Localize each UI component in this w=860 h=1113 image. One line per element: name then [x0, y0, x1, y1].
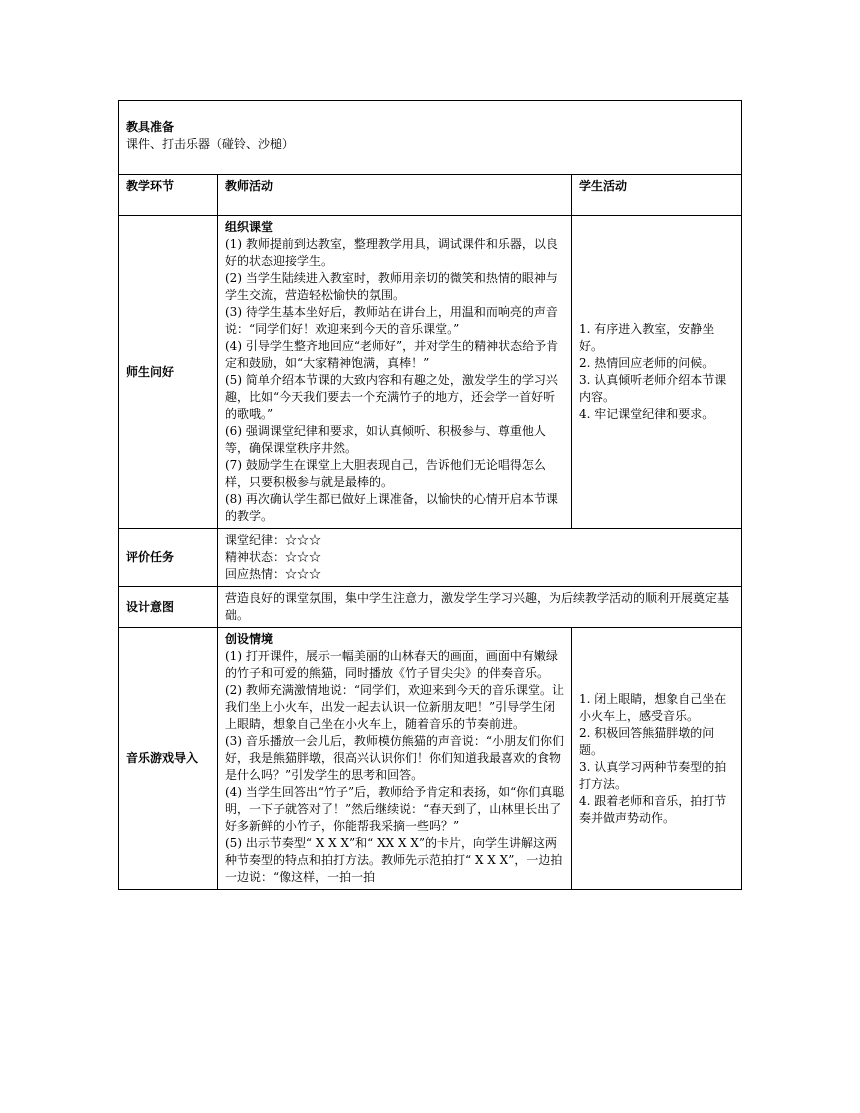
design-content: 营造良好的课堂氛围，集中学生注意力，激发学生学习兴趣，为后续教学活动的顺利开展奠定基础。: [218, 587, 742, 628]
section2-teacher-cell: [218, 628, 572, 890]
teacher-item: (7) 鼓励学生在课堂上大胆表现自己，告诉他们无论唱得怎么样，只要积极参与就是最棒的。: [225, 458, 546, 489]
teacher-item: (6) 强调课堂纪律和要求，如认真倾听、积极参与、尊重他人等，确保课堂秩序井然。: [225, 424, 546, 455]
student-item: 2. 热情回应老师的问候。: [579, 356, 715, 370]
section2-label: 音乐游戏导入: [119, 628, 218, 890]
lesson-plan-table: [118, 100, 742, 890]
section1-label: 师生问好: [119, 216, 218, 529]
section1-student-cell: [572, 216, 742, 529]
prep-content: 课件、打击乐器（碰铃、沙槌）: [126, 137, 295, 151]
teacher-item: (8) 再次确认学生都已做好上课准备，以愉快的心情开启本节课的教学。: [225, 492, 558, 523]
prep-row: [119, 101, 742, 175]
teacher-item: (4) 引导学生整齐地回应“老师好”，并对学生的精神状态给予肯定和鼓励，如“大家精神饱满，真棒！”: [225, 339, 559, 370]
teacher-item: (4) 当学生回答出“竹子”后，教师给予肯定和表扬，如“你们真聪明，一下子就答对了！”然后继续说：“春天到了，山林里长出了好多新鲜的小竹子，你能帮我采摘一些吗？”: [225, 785, 565, 833]
section2-subtitle: 创设情境: [225, 632, 274, 646]
evaluation-item: 精神状态：☆☆☆: [225, 550, 322, 564]
header-stage: 教学环节: [119, 175, 218, 216]
student-item: 1. 有序进入教室，安静坐好。: [579, 322, 715, 353]
design-row: [119, 587, 742, 628]
teacher-item: (5) 简单介绍本节课的大致内容和有趣之处，激发学生的学习兴趣，比如“今天我们要去一个充满竹子的地方，还会学一首好听的歌哦。”: [225, 373, 558, 421]
header-row: [119, 175, 742, 216]
teacher-item: (3) 音乐播放一会儿后，教师模仿熊猫的声音说：“小朋友们你们好，我是熊猫胖墩，很高兴认识你们！你们知道我最喜欢的食物是什么吗？”引发学生的思考和回答。: [225, 734, 564, 782]
student-item: 2. 积极回答熊猫胖墩的问题。: [579, 725, 715, 757]
teacher-item: (5) 出示节奏型“ X X X”和“ XX X X”的卡片，向学生讲解这两种节奏型的特点和拍打方法。教师先示范拍打“ X X X”，一边拍一边说：“像这样，一拍一拍: [225, 836, 563, 884]
teacher-item: (2) 当学生陆续进入教室时，教师用亲切的微笑和热情的眼神与学生交流，营造轻松愉快的氛围。: [225, 271, 558, 302]
student-item: 4. 跟着老师和音乐，拍打节奏并做声势动作。: [579, 793, 727, 825]
teacher-item: (3) 待学生基本坐好后，教师站在讲台上，用温和而响亮的声音说：“同学们好！欢迎来到今天的音乐课堂。”: [225, 305, 558, 336]
student-item: 1. 闭上眼睛，想象自己坐在小火车上，感受音乐。: [579, 691, 727, 723]
section2-row: [119, 628, 742, 890]
header-teacher: 教师活动: [218, 175, 572, 216]
student-item: 3. 认真学习两种节奏型的拍打方法。: [579, 759, 727, 791]
section1-teacher-cell: [218, 216, 572, 529]
section1-row: [119, 216, 742, 529]
design-label: 设计意图: [119, 587, 218, 628]
evaluation-row: [119, 529, 742, 587]
section1-subtitle: 组织课堂: [225, 220, 274, 234]
header-student: 学生活动: [572, 175, 742, 216]
teacher-item: (1) 教师提前到达教室，整理教学用具，调试课件和乐器，以良好的状态迎接学生。: [225, 237, 558, 268]
prep-title: 教具准备: [126, 120, 175, 134]
evaluation-label: 评价任务: [119, 529, 218, 587]
student-item: 3. 认真倾听老师介绍本节课内容。: [579, 373, 727, 404]
teacher-item: (2) 教师充满激情地说：“同学们，欢迎来到今天的音乐课堂。让我们坐上小火车，出发一起去认识一位新朋友吧！”引导学生闭上眼睛，想象自己坐在小火车上，随着音乐的节奏前进。: [225, 683, 564, 731]
student-item: 4. 牢记课堂纪律和要求。: [579, 407, 715, 421]
teacher-item: (1) 打开课件，展示一幅美丽的山林春天的画面，画面中有嫩绿的竹子和可爱的熊猫，同时播放《竹子冒尖尖》的伴奏音乐。: [225, 649, 558, 680]
evaluation-item: 回应热情：☆☆☆: [225, 567, 322, 581]
evaluation-cell: [218, 529, 742, 587]
section2-student-cell: [572, 628, 742, 890]
evaluation-item: 课堂纪律：☆☆☆: [225, 533, 322, 547]
